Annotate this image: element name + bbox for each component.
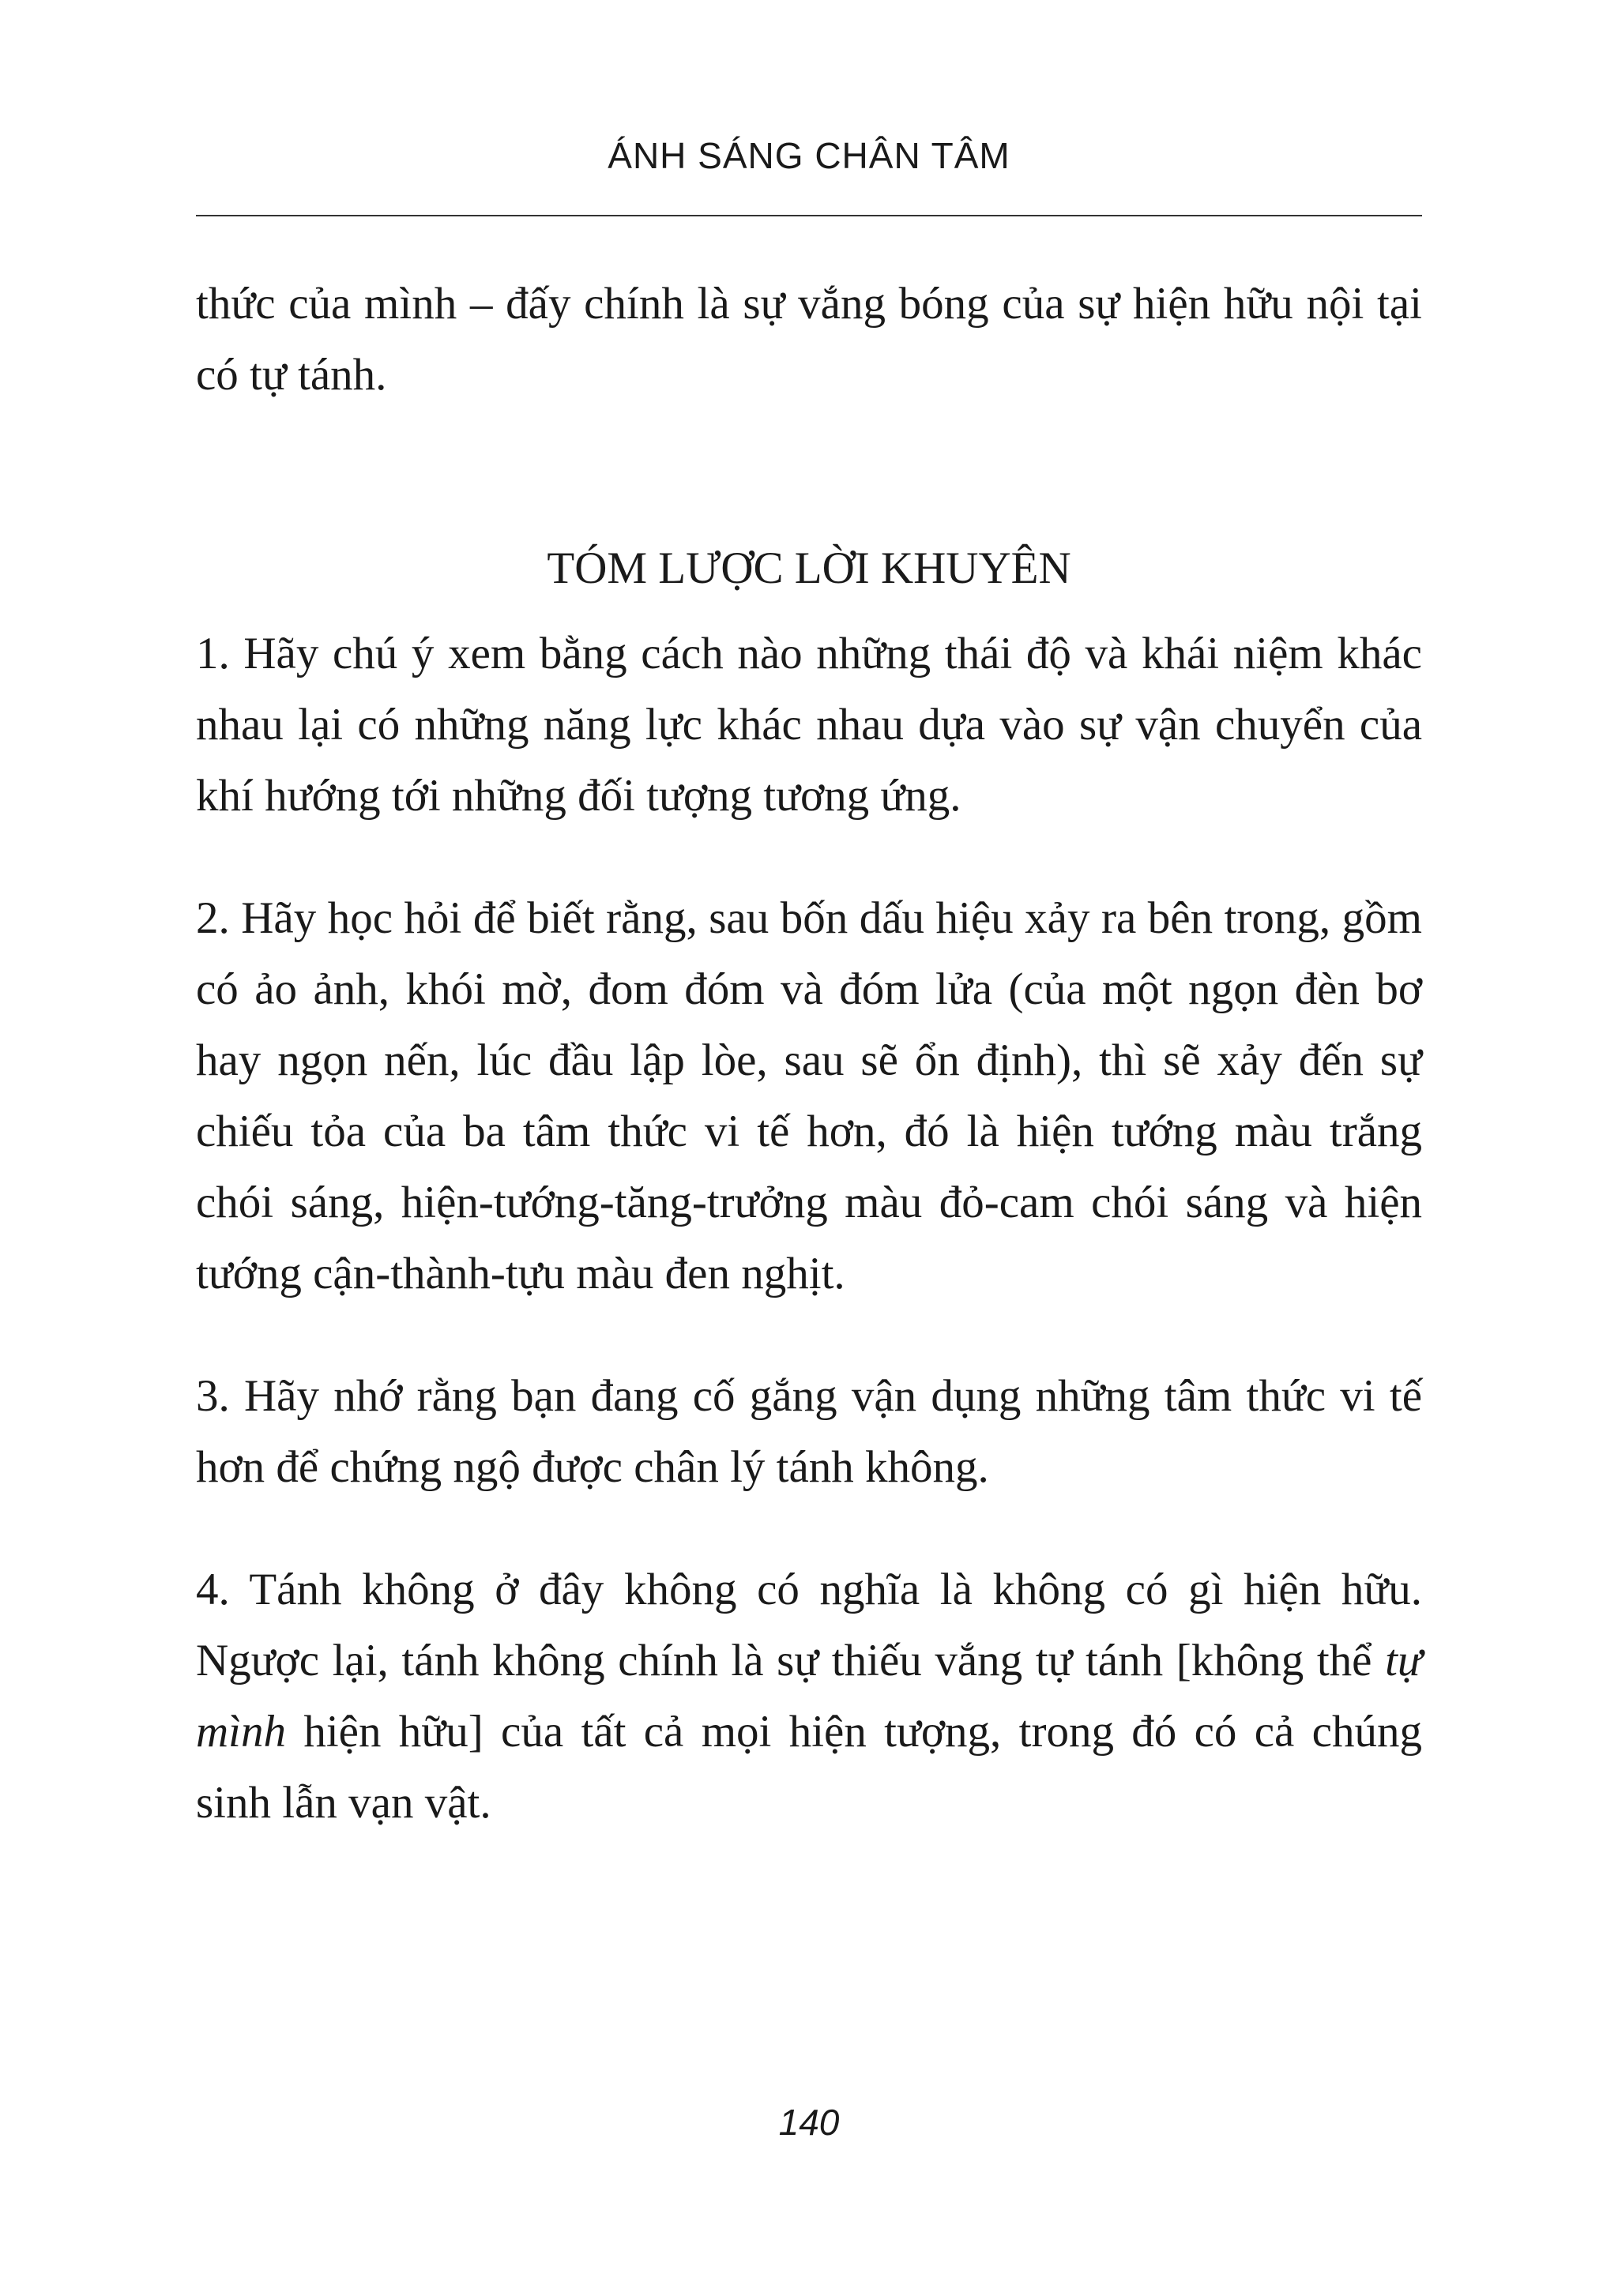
page-number: 140 — [778, 2102, 840, 2143]
section-title: TÓM LƯỢC LỜI KHUYÊN — [547, 543, 1071, 593]
page-body — [196, 269, 1422, 1839]
advice-item-4 — [196, 1554, 1422, 1839]
advice-item-3: 3. Hãy nhớ rằng bạn đang cố gắng vận dụng những tâm thức vi tế hơn để chứng ngộ được chân lý tánh không. — [196, 1371, 1422, 1492]
advice-item-4-text-end: hiện hữu] của tất cả mọi hiện tượng, trong đó có cả chúng sinh lẫn vạn vật. — [196, 1707, 1422, 1828]
advice-item-1: 1. Hãy chú ý xem bằng cách nào những thái độ và khái niệm khác nhau lại có những năng lực khác nhau dựa vào sự vận chuyển của khí hướng tới những đối tượng tương ứng. — [196, 629, 1422, 821]
advice-item-4-text-start: 4. Tánh không ở đây không có nghĩa là không có gì hiện hữu. Ngược lại, tánh không chính là sự thiếu vắng tự tánh [không thể — [196, 1565, 1422, 1685]
advice-item-4-italic: tự mình — [196, 1636, 1422, 1757]
header-divider — [196, 215, 1422, 216]
continued-paragraph: thức của mình – đấy chính là sự vắng bóng của sự hiện hữu nội tại có tự tánh. — [196, 279, 1422, 400]
advice-item-2: 2. Hãy học hỏi để biết rằng, sau bốn dấu hiệu xảy ra bên trong, gồm có ảo ảnh, khói mờ, đom đóm và đóm lửa (của một ngọn đèn bơ hay ngọn nến, lúc đầu lập lòe, sau sẽ ổn định), thì sẽ xảy đến sự chiếu tỏa của ba tâm thức vi tế hơn, đó là hiện tướng màu trắng chói sáng, hiện-tướng-tăng-trưởng màu đỏ-cam chói sáng và hiện tướng cận-thành-tựu màu đen nghịt. — [196, 893, 1422, 1298]
running-header: ÁNH SÁNG CHÂN TÂM — [608, 135, 1010, 176]
